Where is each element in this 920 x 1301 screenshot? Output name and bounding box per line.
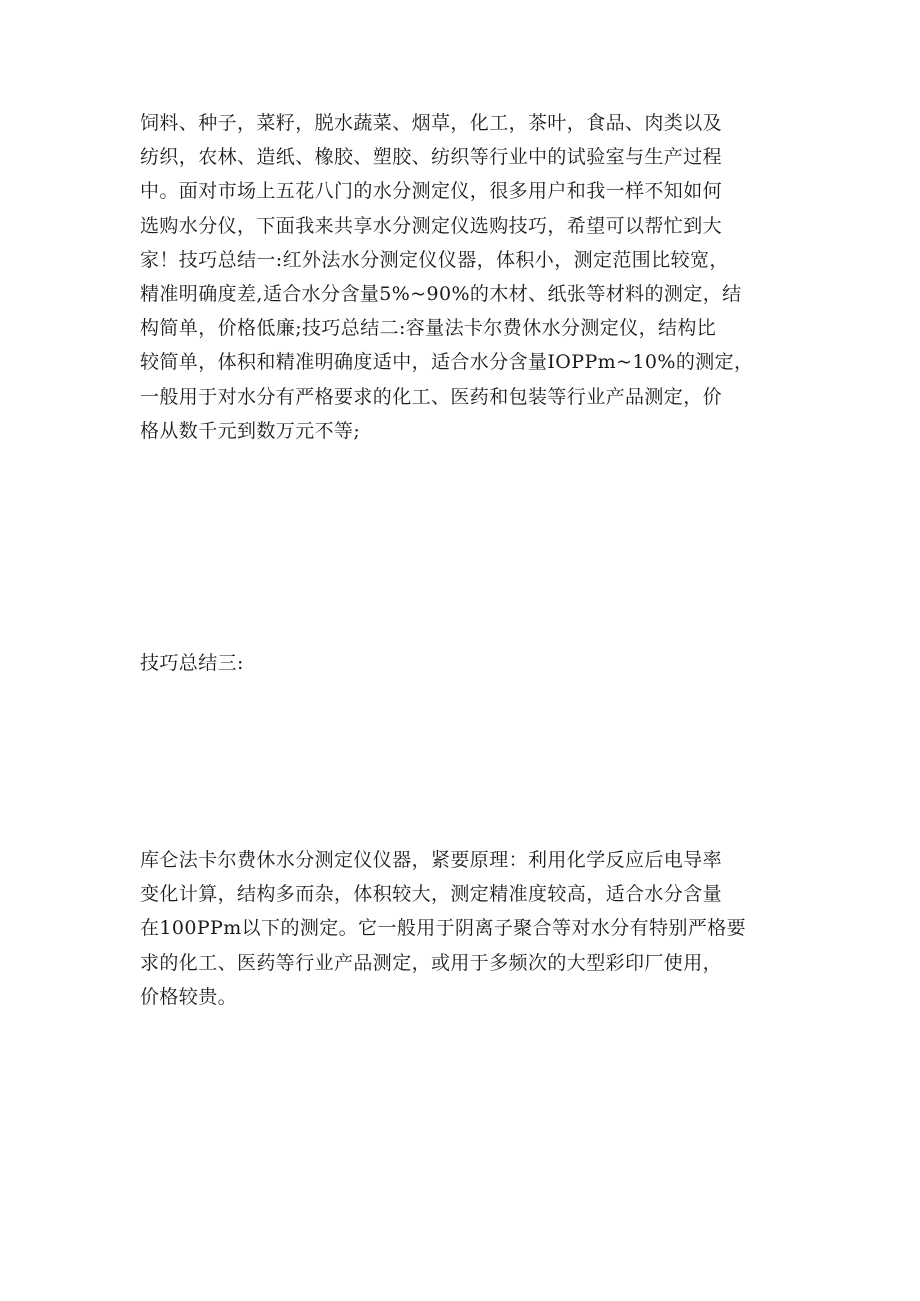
text-line: 较简单，体积和精准明确度适中，适合水分含量IOPPm~10%的测定，	[140, 351, 754, 374]
text-line: 格从数千元到数万元不等;	[140, 419, 361, 442]
text-line: 一般用于对水分有严格要求的化工、医药和包装等行业产品测定，价	[140, 385, 723, 408]
text-line: 饲料、种子，菜籽，脱水蔬菜、烟草，化工，茶叶，食品、肉类以及	[140, 112, 723, 134]
text-line: 库仑法卡尔费休水分测定仪仪器，紧要原理：利用化学反应后电导率	[140, 849, 723, 871]
text-line: 选购水分仪，下面我来共享水分测定仪选购技巧，希望可以帮忙到大	[140, 214, 723, 237]
text-line: 价格较贵。	[140, 985, 238, 1008]
text-line: 中。面对市场上五花八门的水分测定仪，很多用户和我一样不知如何	[140, 180, 723, 203]
intro-paragraph	[140, 106, 753, 448]
text-line: 求的化工、医药等行业产品测定，或用于多频次的大型彩印厂使用，	[140, 951, 723, 974]
text-line: 在100PPm以下的测定。它一般用于阴离子聚合等对水分有特别严格要	[140, 917, 747, 940]
heading-text: 技巧总结三:	[140, 652, 244, 674]
text-line: 精准明确度差,适合水分含量5%~90%的木材、纸张等材料的测定，结	[140, 283, 742, 306]
text-line: 构简单，价格低廉;技巧总结二:容量法卡尔费休水分测定仪，结构比	[140, 317, 717, 340]
tip-three-heading	[140, 646, 244, 680]
text-line: 变化计算，结构多而杂，体积较大，测定精准度较高，适合水分含量	[140, 883, 723, 906]
text-line: 家！技巧总结一:红外法水分测定仪仪器，体积小，测定范围比较宽，	[140, 248, 729, 271]
text-line: 纺织，农林、造纸、橡胶、塑胶、纺织等行业中的试验室与生产过程	[140, 146, 723, 169]
coulometric-paragraph	[140, 843, 746, 1014]
